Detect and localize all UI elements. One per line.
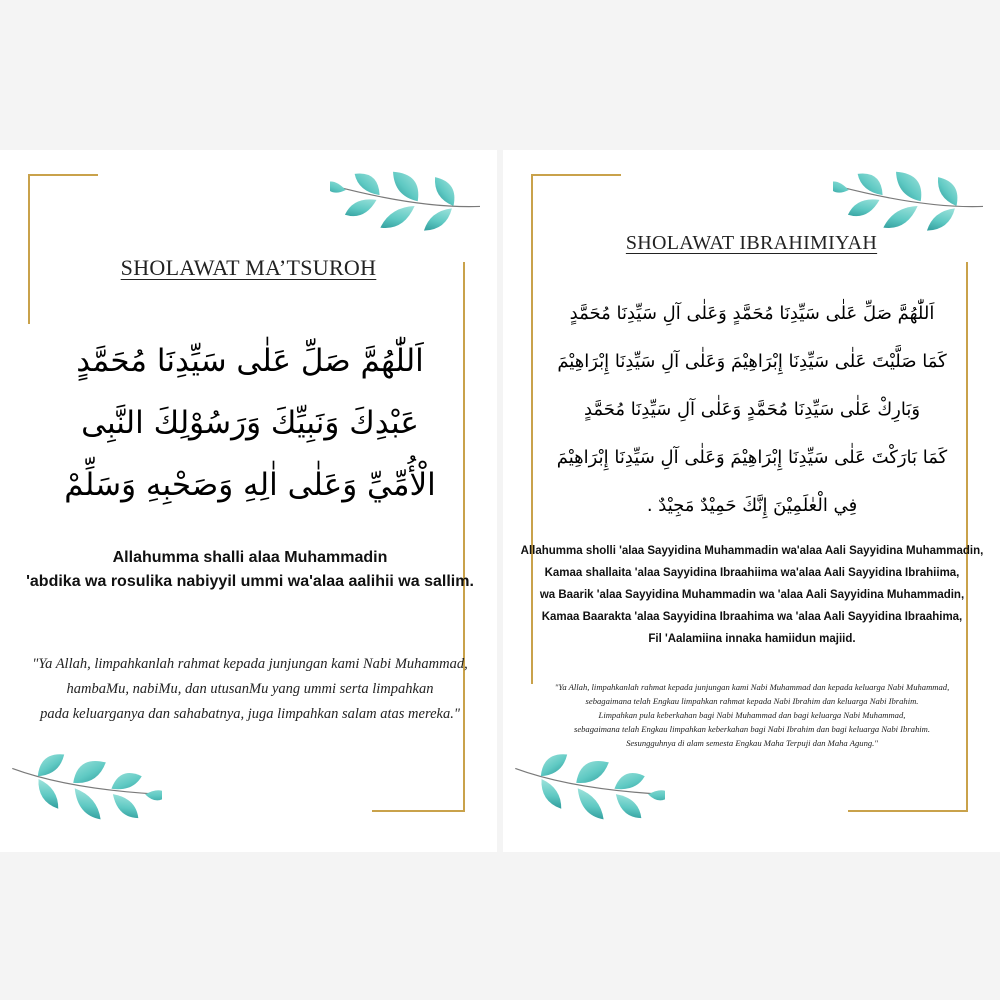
- meaning-line: Sesungguhnya di alam semesta Engkau Maha Terpuji dan Maha Agung.": [626, 738, 878, 748]
- latin-line: Kamaa shallaita 'alaa Sayyidina Ibraahiima wa'alaa Aali Sayyidina Ibrahiima,: [544, 567, 960, 579]
- arabic-line: وَبَارِكْ عَلٰى سَيِّدِنَا مُحَمَّدٍ وَعَلٰى آلِ سَيِّدِنَا مُحَمَّدٍ: [583, 399, 921, 420]
- arabic-line: كَمَا بَارَكْتَ عَلٰى سَيِّدِنَا إِبْرَاهِيْمَ وَعَلٰى آلِ سَيِّدِنَا إِبْرَاهِيْمَ: [556, 447, 948, 468]
- arabic-line: فِي الْعٰلَمِيْنَ إِنَّكَ حَمِيْدٌ مَجِيْدٌ .: [646, 495, 858, 516]
- latin-line: Kamaa Baarakta 'alaa Sayyidina Ibraahima wa 'alaa Aali Sayyidina Ibraahima,: [541, 611, 963, 623]
- arabic-line: اَللّٰهُمَّ صَلِّ عَلٰى سَيِّدِنَا مُحَمَّدٍ: [76, 343, 424, 379]
- page-title: SHOLAWAT IBRAHIMIYAH: [625, 232, 878, 254]
- right-card: [503, 150, 1000, 852]
- gold-border-bottom: [848, 810, 968, 812]
- meaning-line: "Ya Allah, limpahkanlah rahmat kepada junjungan kami Nabi Muhammad dan kepada keluarga Nabi Muhammad,: [554, 682, 950, 692]
- gold-border-top: [28, 174, 98, 176]
- arabic-line: الْأُمِّيِّ وَعَلٰى اٰلِهِ وَصَحْبِهِ وَسَلِّمْ: [64, 467, 436, 503]
- latin-transliteration: [20, 546, 480, 594]
- leaf-branch-icon: [12, 740, 162, 830]
- latin-transliteration: [517, 540, 987, 650]
- arabic-text: [517, 290, 987, 530]
- leaf-branch-icon: [330, 164, 480, 254]
- gold-border-left: [28, 174, 30, 324]
- latin-line: wa Baarik 'alaa Sayyidina Muhammadin wa 'alaa Aali Sayyidina Muhammadin,: [539, 589, 965, 601]
- latin-line: Allahumma shalli alaa Muhammadin: [112, 549, 388, 566]
- arabic-text: [20, 330, 480, 516]
- leaf-branch-icon: [515, 740, 665, 830]
- gold-border-top: [531, 174, 621, 176]
- meaning-line: pada keluarganya dan sahabatnya, juga limpahkan salam atas mereka.": [40, 706, 460, 722]
- latin-line: Allahumma sholli 'alaa Sayyidina Muhammadin wa'alaa Aali Sayyidina Muhammadin,: [520, 545, 984, 557]
- meaning-translation: [20, 652, 480, 727]
- latin-line: Fil 'Aalamiina innaka hamiidun majiid.: [648, 633, 856, 645]
- arabic-line: عَبْدِكَ وَنَبِيِّكَ وَرَسُوْلِكَ النَّبِى: [81, 405, 419, 441]
- latin-line: 'abdika wa rosulika nabiyyil ummi wa'alaa aalihii wa sallim.: [26, 573, 474, 590]
- arabic-line: كَمَا صَلَّيْتَ عَلٰى سَيِّدِنَا إِبْرَاهِيْمَ وَعَلٰى آلِ سَيِّدِنَا إِبْرَاهِيْمَ: [557, 351, 947, 372]
- meaning-line: sebagaimana telah Engkau limpahkan rahmat kepada Nabi Ibrahim dan keluarga Nabi Ibrahim.: [585, 696, 919, 706]
- meaning-line: Limpahkan pula keberkahan bagi Nabi Muhammad dan bagi keluarga Nabi Muhammad,: [598, 710, 906, 720]
- gold-border-bottom: [372, 810, 465, 812]
- left-card: [0, 150, 497, 852]
- arabic-line: اَللّٰهُمَّ صَلِّ عَلٰى سَيِّدِنَا مُحَمَّدٍ وَعَلٰى آلِ سَيِّدِنَا مُحَمَّدٍ: [569, 303, 935, 324]
- meaning-translation: [517, 680, 987, 750]
- page-title: SHOLAWAT MA’TSUROH: [120, 255, 377, 280]
- meaning-line: sebagaimana telah Engkau limpahkan keberkahan bagi Nabi Ibrahim dan bagi keluarga Nabi Ibrahim.: [573, 724, 931, 734]
- meaning-line: hambaMu, nabiMu, dan utusanMu yang ummi serta limpahkan: [66, 681, 434, 697]
- meaning-line: "Ya Allah, limpahkanlah rahmat kepada junjungan kami Nabi Muhammad,: [32, 656, 468, 672]
